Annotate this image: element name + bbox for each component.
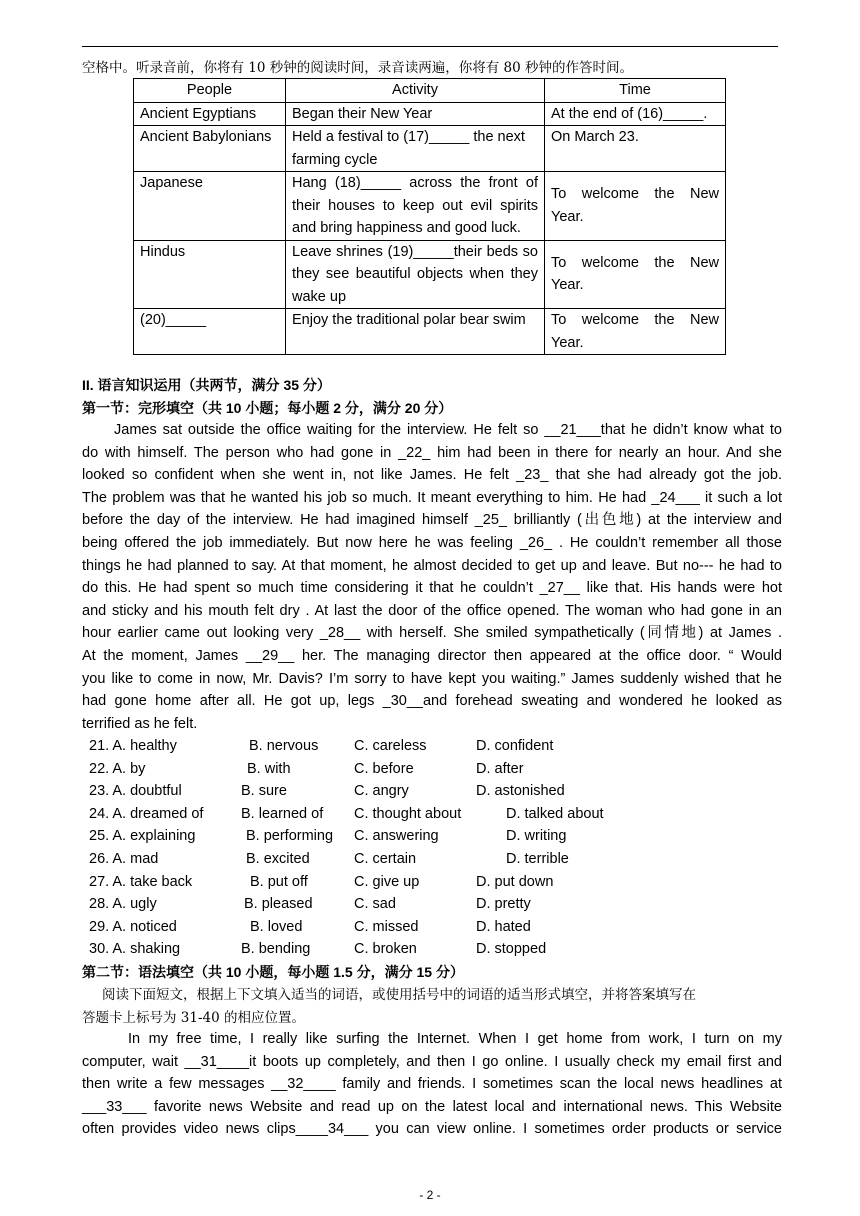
option-a: 24. A. dreamed of xyxy=(89,805,204,822)
option-a: 25. A. explaining xyxy=(89,828,196,845)
option-b: B. with xyxy=(247,760,291,777)
option-d: D. hated xyxy=(476,918,531,935)
passage-line: being offered the job immediately. But now here he was feeling _26_ . He couldn’t remember all those xyxy=(82,534,782,551)
table-cell: To welcome the New Year. xyxy=(545,240,726,309)
part-title-grammar: 第二节：语法填空（共 10 小题，每小题 1.5 分，满分 15 分） xyxy=(82,964,464,980)
table-cell: Ancient Babylonians xyxy=(134,126,286,172)
table-cell: On March 23. xyxy=(545,126,726,172)
table-cell: At the end of (16)_____. xyxy=(545,102,726,126)
table-cell: To welcome the New Year. xyxy=(545,309,726,355)
option-d: D. pretty xyxy=(476,896,531,913)
table-cell: Japanese xyxy=(134,172,286,241)
option-c: C. sad xyxy=(354,896,396,913)
passage-line: At the moment, James __29__ her. The managing director then appeared at the office door. “ Would xyxy=(82,647,782,664)
option-d: D. astonished xyxy=(476,783,565,800)
passage-line: you like to come in now, Mr. Davis? I’m sorry to have kept you waiting.” James suddenly wished that he xyxy=(82,670,782,687)
option-b: B. sure xyxy=(241,783,287,800)
option-a: 23. A. doubtful xyxy=(89,783,182,800)
page-number: - 2 - xyxy=(419,1188,441,1202)
section-title: II. 语言知识运用（共两节，满分 35 分） xyxy=(82,377,331,393)
option-a: 21. A. healthy xyxy=(89,738,177,754)
option-b: B. put off xyxy=(250,873,308,890)
option-c: C. missed xyxy=(354,918,419,935)
passage-line: terrified as he felt. xyxy=(82,715,198,732)
option-c: C. careless xyxy=(354,738,427,754)
table-row xyxy=(134,172,726,241)
listening-table xyxy=(133,78,726,355)
passage-line: computer, wait __31____it boots up completely, and then I go online. I usually check my email first and xyxy=(82,1053,782,1070)
passage-line: things he had planned to say. At that moment, he almost decided to get up and leave. But no--- he had to xyxy=(82,557,782,574)
option-b: B. loved xyxy=(250,918,303,935)
option-c: C. angry xyxy=(354,783,409,800)
option-c: C. certain xyxy=(354,850,417,867)
passage-line: often provides video news clips____34___ you can view online. I sometimes order products or service xyxy=(82,1121,782,1138)
option-d: D. after xyxy=(476,760,524,777)
option-b: B. nervous xyxy=(249,738,319,754)
header-rule xyxy=(82,46,778,47)
table-header-row xyxy=(134,79,726,103)
passage-line: had gone home after all. He got up, legs _30__and forehead sweating and wondered he looked as xyxy=(82,693,782,710)
option-a: 28. A. ugly xyxy=(89,896,157,913)
instruction-line: 阅读下面短文，根据上下文填入适当的词语，或使用括号中的词语的适当形式填空，并将答案填写在 xyxy=(102,987,696,1003)
option-b: B. bending xyxy=(241,941,311,958)
table-cell: Hang (18)_____ across the front of their houses to keep out evil spirits and bring happiness and good luck. xyxy=(286,172,545,241)
passage-line: James sat outside the office waiting for the interview. He felt so __21___that he didn’t know what to xyxy=(114,422,782,438)
passage-line: and sticky and his mouth felt dry . At last the door of the office opened. The woman who had gone in an xyxy=(82,602,782,619)
option-b: B. learned of xyxy=(241,805,324,822)
option-c: C. broken xyxy=(354,941,417,958)
option-a: 30. A. shaking xyxy=(89,941,181,958)
option-c: C. answering xyxy=(354,828,439,845)
table-cell: Enjoy the traditional polar bear swim xyxy=(286,309,545,355)
table-cell: (20)_____ xyxy=(134,309,286,355)
table-cell: Ancient Egyptians xyxy=(134,102,286,126)
table-row xyxy=(134,240,726,309)
option-a: 22. A. by xyxy=(89,760,146,777)
table-cell: Held a festival to (17)_____ the next farming cycle xyxy=(286,126,545,172)
option-c: C. give up xyxy=(354,873,420,890)
option-d: D. talked about xyxy=(506,805,604,822)
table-row xyxy=(134,309,726,355)
passage-line: before the day of the interview. He had imagined himself _25_ brilliantly (出色地) at the interview and xyxy=(82,512,782,529)
option-b: B. performing xyxy=(246,828,334,845)
part-title-cloze: 第一节：完形填空（共 10 小题；每小题 2 分，满分 20 分） xyxy=(82,400,453,416)
grammar-passage xyxy=(82,1028,782,1141)
table-cell: Hindus xyxy=(134,240,286,309)
grammar-instructions xyxy=(82,984,782,1029)
table-header-cell: Activity xyxy=(286,79,545,103)
instruction-line: 答题卡上标号为 31-40 的相应位置。 xyxy=(82,1009,306,1026)
table-cell: Began their New Year xyxy=(286,102,545,126)
passage-line: then write a few messages __32____ family and friends. I sometimes scan the local news headlines at xyxy=(82,1076,782,1093)
table-row xyxy=(134,126,726,172)
cloze-passage xyxy=(82,419,782,735)
passage-line: do this. He had spent so much time considering it that he couldn’t _27__ like that. His hands were hot xyxy=(82,580,782,597)
option-a: 29. A. noticed xyxy=(89,918,177,935)
passage-line: In my free time, I really like surfing the Internet. When I get home from work, I turn on my xyxy=(128,1031,782,1047)
option-d: D. writing xyxy=(506,828,567,845)
option-d: D. put down xyxy=(476,873,554,890)
option-a: 27. A. take back xyxy=(89,873,193,890)
passage-line: looked so confident when she went in, not like James. He felt _23_ that she had already got the job. xyxy=(82,467,782,484)
listening-instruction: 空格中。听录音前，你将有 10 秒钟的阅读时间，录音读两遍，你将有 80 秒钟的作答时间。 xyxy=(82,60,634,76)
table-header-cell: People xyxy=(134,79,286,103)
passage-line: The problem was that he wanted his job so much. It meant everything to him. He had _24___ it such a lot xyxy=(82,489,782,506)
option-d: D. confident xyxy=(476,738,554,754)
option-c: C. thought about xyxy=(354,805,462,822)
option-d: D. stopped xyxy=(476,941,547,958)
table-header-cell: Time xyxy=(545,79,726,103)
table-cell: To welcome the New Year. xyxy=(545,172,726,241)
option-a: 26. A. mad xyxy=(89,850,159,867)
option-d: D. terrible xyxy=(506,850,569,867)
passage-line: ___33___ favorite news Website and read up on the latest local and international news. This Website xyxy=(82,1098,782,1115)
table-cell: Leave shrines (19)_____their beds so they see beautiful objects when they wake up xyxy=(286,240,545,309)
option-b: B. excited xyxy=(246,850,310,867)
option-c: C. before xyxy=(354,760,414,777)
passage-line: hour earlier came out looking very _28__ with herself. She smiled sympathetically (同情地) at James . xyxy=(82,625,782,642)
passage-line: do with himself. The person who had gone in _22_ him had been in there for nearly an hour. And she xyxy=(82,444,782,461)
table-row xyxy=(134,102,726,126)
option-b: B. pleased xyxy=(244,896,313,913)
